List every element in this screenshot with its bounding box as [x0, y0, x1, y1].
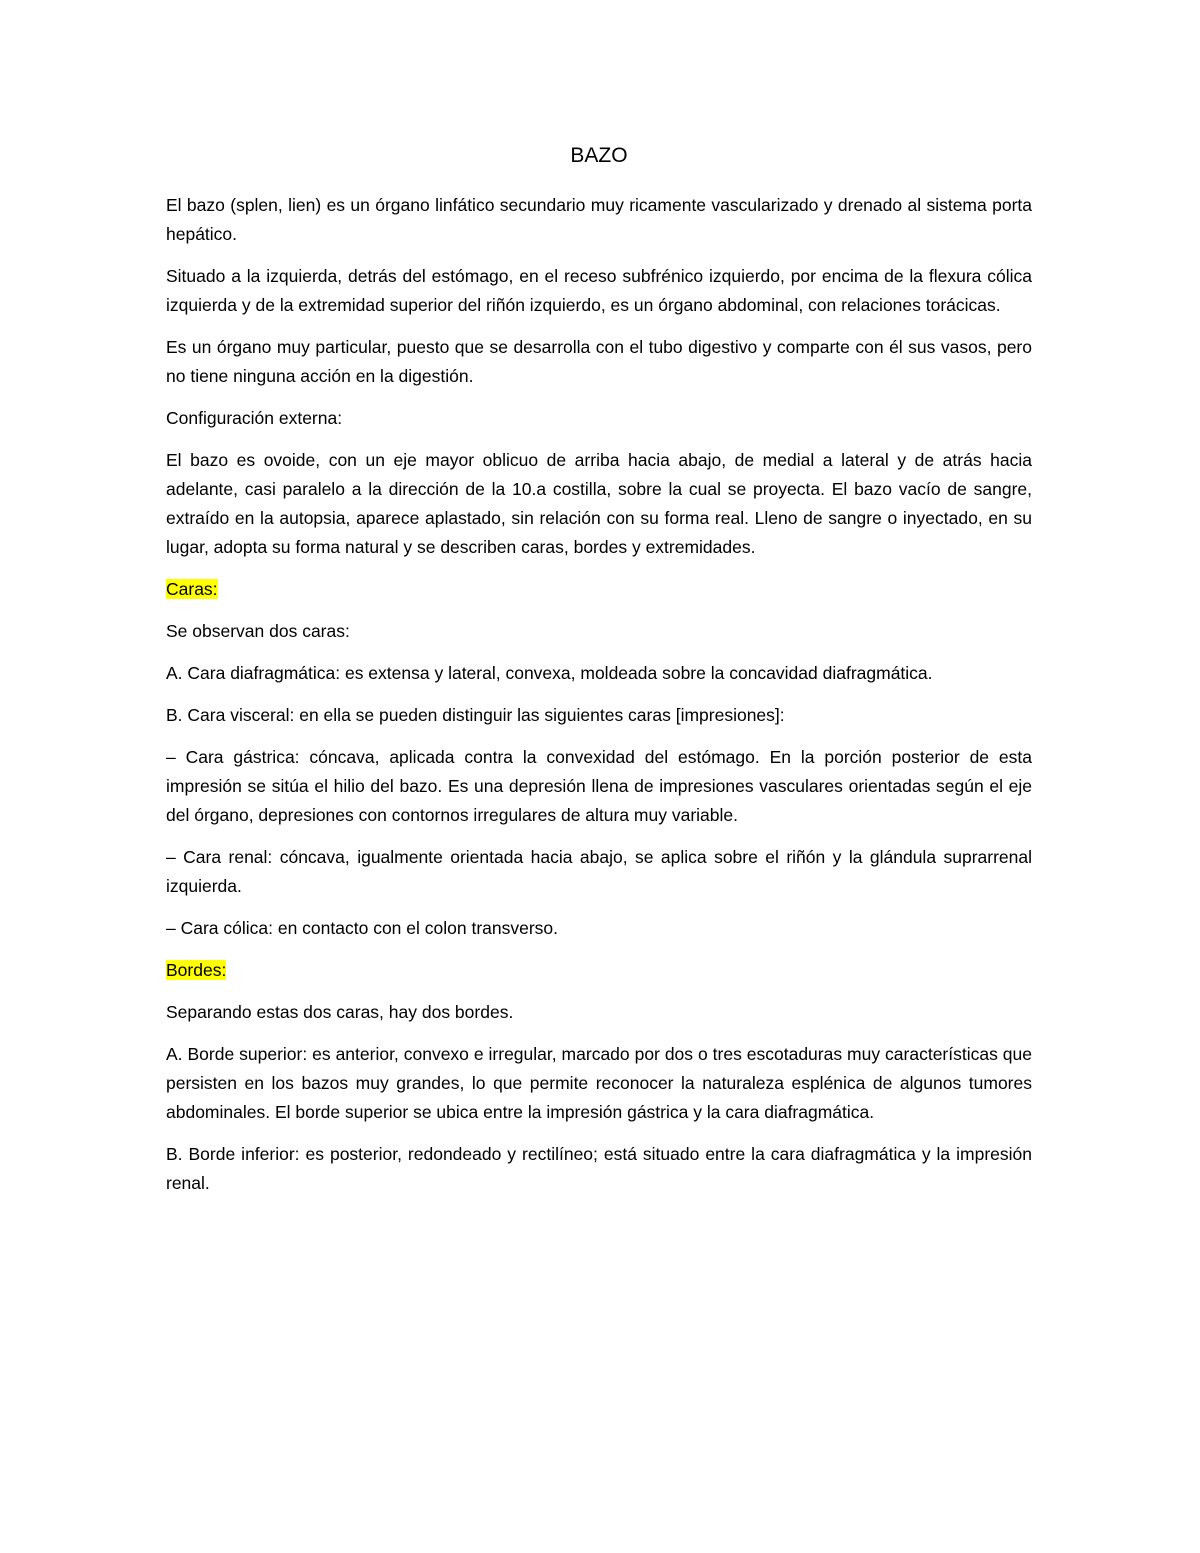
heading-caras-wrapper: [166, 575, 1032, 604]
paragraph-cara-colica: – Cara cólica: en contacto con el colon transverso.: [166, 918, 559, 938]
paragraph-borde-superior: A. Borde superior: es anterior, convexo e irregular, marcado por dos o tres escotaduras muy características que persisten en los bazos muy grandes, lo que permite reconocer la naturaleza esplénica de algunos tumores abdominales. El borde superior se ubica entre la impresión gástrica y la cara diafragmática.: [166, 1044, 1032, 1122]
paragraph-configuracion: El bazo es ovoide, con un eje mayor oblicuo de arriba hacia abajo, de medial a lateral y de atrás hacia adelante, casi paralelo a la dirección de la 10.a costilla, sobre la cual se proyecta. El bazo vacío de sangre, extraído en la autopsia, aparece aplastado, sin relación con su forma real. Lleno de sangre o inyectado, en su lugar, adopta su forma natural y se describen caras, bordes y extremidades.: [166, 450, 1032, 557]
document-title: BAZO: [570, 144, 628, 167]
heading-bordes-wrapper: [166, 956, 1032, 985]
paragraph-situado: Situado a la izquierda, detrás del estómago, en el receso subfrénico izquierdo, por encima de la flexura cólica izquierda y de la extremidad superior del riñón izquierdo, es un órgano abdominal, con relaciones torácicas.: [166, 266, 1032, 315]
paragraph-cara-diafragmatica: A. Cara diafragmática: es extensa y lateral, convexa, moldeada sobre la concavidad diafragmática.: [166, 663, 933, 683]
paragraph-caras-intro: Se observan dos caras:: [166, 621, 350, 641]
heading-caras: Caras:: [166, 579, 218, 599]
heading-bordes: Bordes:: [166, 960, 227, 980]
paragraph-bordes-intro: Separando estas dos caras, hay dos bordes.: [166, 1002, 514, 1022]
heading-configuracion-externa: Configuración externa:: [166, 408, 343, 428]
paragraph-cara-renal: – Cara renal: cóncava, igualmente orientada hacia abajo, se aplica sobre el riñón y la glándula suprarrenal izquierda.: [166, 847, 1032, 896]
paragraph-cara-gastrica: – Cara gástrica: cóncava, aplicada contra la convexidad del estómago. En la porción posterior de esta impresión se sitúa el hilio del bazo. Es una depresión llena de impresiones vasculares orientadas según el eje del órgano, depresiones con contornos irregulares de altura muy variable.: [166, 747, 1032, 825]
paragraph-cara-visceral: B. Cara visceral: en ella se pueden distinguir las siguientes caras [impresiones]:: [166, 705, 785, 725]
paragraph-intro: El bazo (splen, lien) es un órgano linfático secundario muy ricamente vascularizado y drenado al sistema porta hepático.: [166, 195, 1032, 244]
document-body: [166, 141, 1032, 1211]
paragraph-borde-inferior: B. Borde inferior: es posterior, redondeado y rectilíneo; está situado entre la cara diafragmática y la impresión renal.: [166, 1144, 1032, 1193]
paragraph-organo: Es un órgano muy particular, puesto que se desarrolla con el tubo digestivo y comparte con él sus vasos, pero no tiene ninguna acción en la digestión.: [166, 337, 1032, 386]
